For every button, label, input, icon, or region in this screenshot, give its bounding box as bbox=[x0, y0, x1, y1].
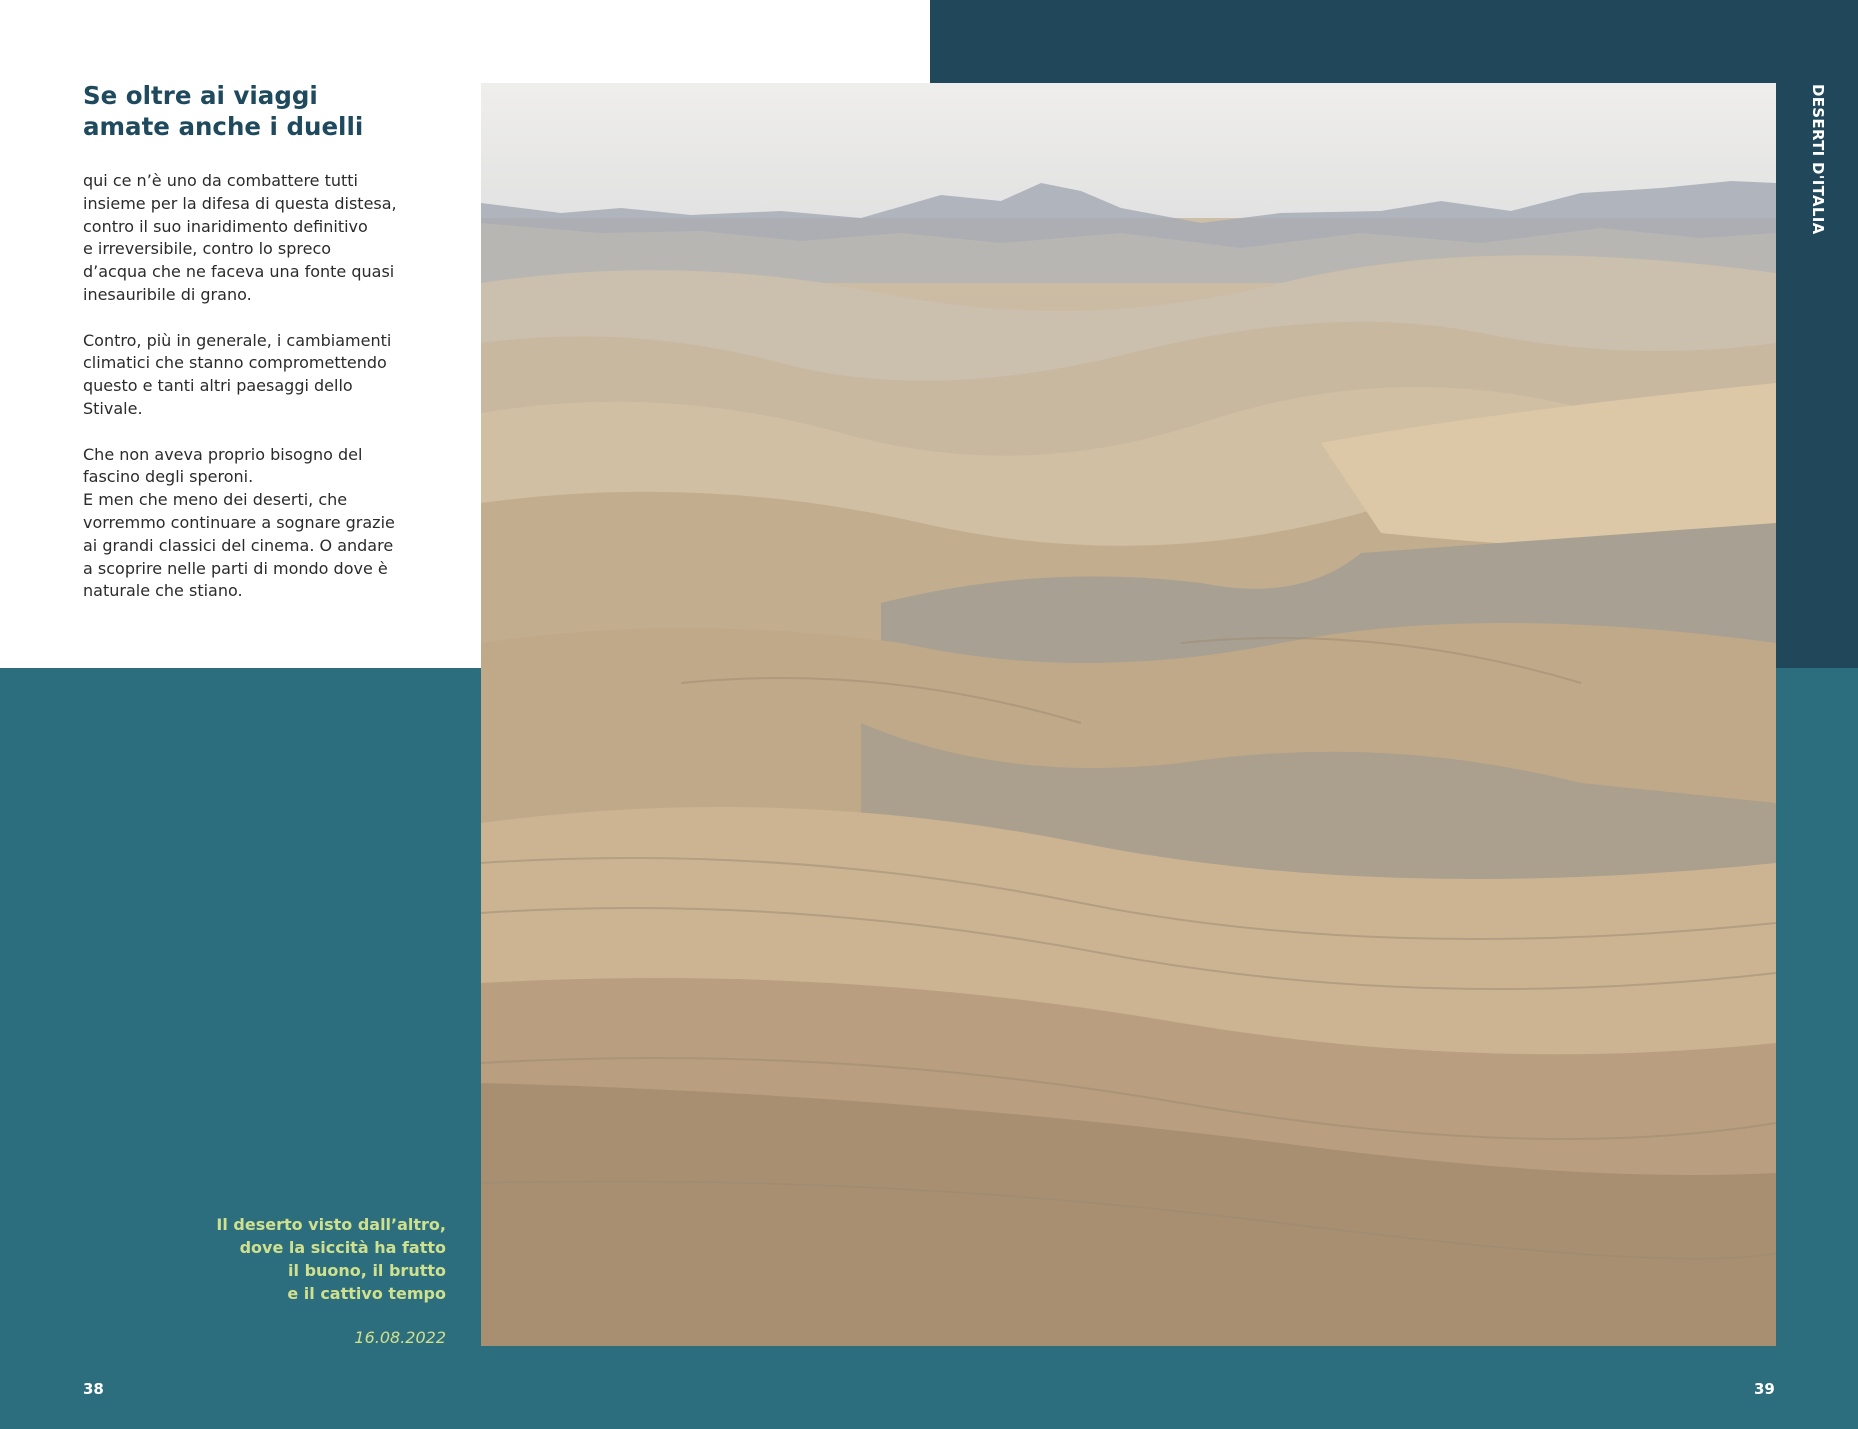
heading-line: Se oltre ai viaggi bbox=[83, 81, 318, 110]
article-body bbox=[83, 170, 483, 626]
caption-line: e il cattivo tempo bbox=[287, 1284, 446, 1303]
caption-line: dove la siccità ha fatto bbox=[239, 1238, 446, 1257]
paragraph bbox=[83, 170, 483, 307]
body-line: Che non aveva proprio bisogno del bbox=[83, 444, 363, 464]
body-line: insieme per la difesa di questa distesa, bbox=[83, 193, 397, 213]
photo-date: 16.08.2022 bbox=[354, 1328, 446, 1347]
photo-caption bbox=[150, 1213, 446, 1305]
body-line: e irreversibile, contro lo spreco bbox=[83, 239, 332, 259]
body-line: vorremmo continuare a sognare grazie bbox=[83, 512, 395, 532]
page-number-right: 39 bbox=[1754, 1380, 1775, 1398]
body-line: naturale che stiano. bbox=[83, 581, 243, 601]
body-line: Stivale. bbox=[83, 398, 143, 418]
body-line: ai grandi classici del cinema. O andare bbox=[83, 535, 394, 555]
caption-line: Il deserto visto dall’altro, bbox=[216, 1215, 446, 1234]
page-number-left: 38 bbox=[83, 1380, 104, 1398]
paragraph bbox=[83, 330, 483, 421]
heading-line: amate anche i duelli bbox=[83, 112, 364, 141]
body-line: contro il suo inaridimento definitivo bbox=[83, 216, 368, 236]
paragraph bbox=[83, 444, 483, 604]
landscape-photo bbox=[481, 83, 1776, 1346]
body-line: qui ce n’è uno da combattere tutti bbox=[83, 171, 358, 190]
body-line: a scoprire nelle parti di mondo dove è bbox=[83, 558, 388, 578]
body-line: inesauribile di grano. bbox=[83, 284, 252, 304]
article-heading bbox=[83, 80, 483, 142]
caption-line: il buono, il brutto bbox=[288, 1261, 446, 1280]
body-line: E men che meno dei deserti, che bbox=[83, 490, 348, 510]
body-line: fascino degli speroni. bbox=[83, 467, 254, 487]
body-line: questo e tanti altri paesaggi dello bbox=[83, 376, 353, 396]
section-title-vertical: DESERTI D'ITALIA bbox=[1809, 84, 1827, 235]
body-line: d’acqua che ne faceva una fonte quasi bbox=[83, 262, 395, 282]
body-line: Contro, più in generale, i cambiamenti bbox=[83, 330, 392, 350]
body-line: climatici che stanno compromettendo bbox=[83, 353, 387, 373]
